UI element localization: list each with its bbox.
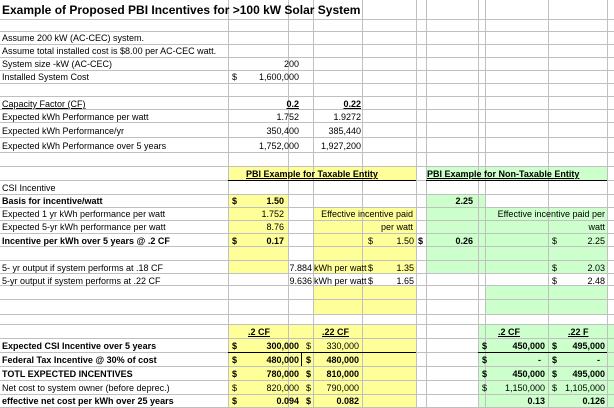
basis-label: Basis for incentive/watt — [2, 196, 103, 206]
taxable-header-border — [228, 180, 416, 181]
perwatt-b: 1.9272 — [333, 112, 361, 122]
cf2-header: .2 CF — [248, 327, 271, 337]
cf-label: Capacity Factor (CF) — [2, 99, 86, 109]
yr1-label: Expected 1 yr kWh performance per watt — [2, 209, 166, 219]
fed-label: Federal Tax Incentive @ 30% of cost — [2, 355, 157, 365]
total-nt-b: 495,000 — [572, 369, 605, 379]
o18-unit: kWh per watt — [314, 263, 367, 273]
o18-nt-eff: 2.03 — [587, 263, 605, 273]
cf-b: 0.22 — [343, 99, 361, 109]
perwatt-label: Expected kWh Performance per watt — [2, 112, 149, 122]
fed-row-border-nt — [478, 352, 607, 353]
o22-eff: 1.65 — [396, 276, 414, 286]
cf22-header: .22 CF — [322, 327, 350, 337]
system-size-label: System size -kW (AC-CEC) — [2, 59, 112, 69]
eff-nt-a: 0.13 — [527, 396, 545, 406]
net-b: 790,000 — [326, 383, 359, 393]
o18-label: 5- yr output if system performs at .18 CF — [2, 263, 164, 273]
fed-nt-a-dollar: $ — [482, 355, 488, 365]
cf2-nt-header: .2 CF — [498, 327, 521, 337]
basis-value: 1.50 — [266, 196, 284, 206]
eff-a-dollar: $ — [232, 396, 238, 406]
csi5-a: 300,000 — [266, 341, 299, 351]
nontaxable-header: PBI Example for Non-Taxable Entity — [427, 169, 580, 179]
yr5-label: Expected 5-yr kWh performance per watt — [2, 222, 166, 232]
net-nt-a: 1,150,000 — [504, 383, 545, 393]
csi5-nt-a: 450,000 — [512, 341, 545, 351]
eff-nt-b: 0.126 — [582, 396, 605, 406]
fed-a: 480,000 — [266, 355, 299, 365]
total-label: TOTL EXPECTED INCENTIVES — [2, 369, 133, 379]
page-title: Example of Proposed PBI Incentives for >100 kW Solar System — [2, 3, 361, 17]
net-nt-b-dollar: $ — [552, 383, 558, 393]
perwatt-a: 1.752 — [276, 112, 299, 122]
total-a-dollar: $ — [232, 369, 238, 379]
assume-cost: Assume total installed cost is $8.00 per AC-CEC watt. — [2, 46, 217, 56]
p5-b: 1,927,200 — [320, 141, 361, 151]
perkwh-nt-eff-dollar: $ — [552, 236, 558, 246]
perkwh-nt-value: 0.26 — [455, 236, 473, 246]
total-a: 780,000 — [266, 369, 299, 379]
perkwh-nt-dollar: $ — [418, 236, 424, 246]
perkwh-dollar: $ — [232, 236, 238, 246]
fed-a-dollar: $ — [232, 355, 238, 365]
o22-nt-eff: 2.48 — [587, 276, 605, 286]
csi5-b-dollar: $ — [306, 341, 312, 351]
eff-paid-nt-1: Effective incentive paid per — [497, 209, 605, 219]
peryr-b: 385,440 — [328, 126, 361, 136]
eff-paid-2: per watt — [380, 222, 413, 232]
total-b: 810,000 — [326, 369, 359, 379]
o22-label: 5-yr output if system performs at .22 CF — [2, 276, 161, 286]
eff-label: effective net cost per kWh over 25 years — [2, 396, 174, 406]
yr1-value: 1.752 — [261, 209, 284, 219]
csi5-b: 330,000 — [326, 341, 359, 351]
total-nt-a-dollar: $ — [482, 369, 488, 379]
system-size-value: 200 — [283, 59, 299, 69]
total-nt-b-dollar: $ — [552, 369, 558, 379]
eff-paid-nt-2: watt — [588, 222, 605, 232]
total-nt-a: 450,000 — [512, 369, 545, 379]
fed-nt-b-dollar: $ — [552, 355, 558, 365]
csi5-nt-a-dollar: $ — [482, 341, 488, 351]
csi5-nt-b: 495,000 — [572, 341, 605, 351]
cf22-nt-header: .22 F — [568, 327, 589, 337]
p5-a: 1,752,000 — [258, 141, 299, 151]
perkwh-eff-dollar: $ — [368, 236, 374, 246]
fed-nt-a: - — [538, 355, 541, 365]
perkwh-nt-eff-value: 2.25 — [587, 236, 605, 246]
csi-label: CSI Incentive — [2, 183, 56, 193]
eff-a: 0.094 — [276, 396, 299, 406]
eff-paid-1: Effective incentive paid — [321, 209, 413, 219]
assume-system: Assume 200 kW (AC-CEC) system. — [2, 33, 145, 43]
fed-row-border — [228, 352, 416, 353]
taxable-header: PBI Example for Taxable Entity — [246, 169, 378, 179]
perkwh-label: Incentive per kWh over 5 years @ .2 CF — [2, 236, 170, 246]
perkwh-value: 0.17 — [266, 236, 284, 246]
o18-dollar: $ — [368, 263, 374, 273]
yr5-value: 8.76 — [266, 222, 284, 232]
installed-cost-dollar: $ — [232, 72, 238, 82]
peryr-label: Expected kWh Performance/yr — [2, 126, 125, 136]
net-a-dollar: $ — [232, 383, 238, 393]
o22-dollar: $ — [368, 276, 374, 286]
eff-b: 0.082 — [336, 396, 359, 406]
o22-unit: kWh per watt — [314, 276, 367, 286]
o18-eff: 1.35 — [396, 263, 414, 273]
total-b-dollar: $ — [306, 369, 312, 379]
o22-value: 9.636 — [289, 276, 312, 286]
net-a: 820,000 — [266, 383, 299, 393]
cf-a: 0.2 — [286, 99, 299, 109]
perkwh-eff-value: 1.50 — [396, 236, 414, 246]
fed-nt-b: - — [597, 355, 600, 365]
p5-label: Expected kWh Performance over 5 years — [2, 141, 167, 151]
o18-value: 7.884 — [289, 263, 312, 273]
basis-dollar: $ — [232, 196, 238, 206]
fed-b-dollar: $ — [306, 355, 312, 365]
net-nt-a-dollar: $ — [482, 383, 488, 393]
fed-b: 480,000 — [326, 355, 359, 365]
net-label: Net cost to system owner (before deprec.) — [2, 383, 170, 393]
net-b-dollar: $ — [306, 383, 312, 393]
csi5-label: Expected CSI Incentive over 5 years — [2, 341, 157, 351]
peryr-a: 350,400 — [266, 126, 299, 136]
o22-nt-dollar: $ — [552, 276, 558, 286]
installed-cost-label: Installed System Cost — [2, 72, 90, 82]
nontaxable-header-border — [426, 180, 607, 181]
installed-cost-value: 1,600,000 — [258, 72, 299, 82]
basis-nt: 2.25 — [455, 196, 473, 206]
eff-b-dollar: $ — [306, 396, 312, 406]
csi5-a-dollar: $ — [232, 341, 238, 351]
csi5-nt-b-dollar: $ — [552, 341, 558, 351]
net-nt-b: 1,105,000 — [564, 383, 605, 393]
o18-nt-dollar: $ — [552, 263, 558, 273]
